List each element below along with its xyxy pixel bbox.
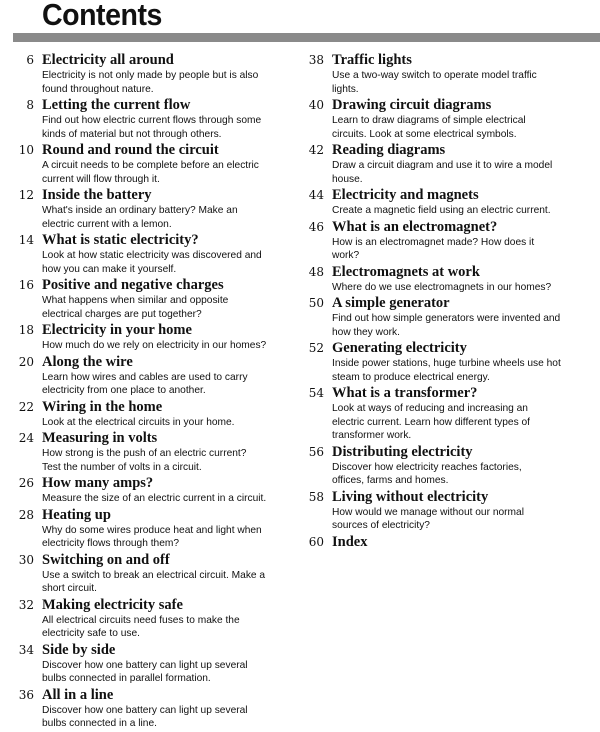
- entry-description: short circuit.: [42, 583, 97, 594]
- entry-description: Find out how simple generators were invented and: [332, 313, 561, 324]
- entry-description: electricity safe to use.: [42, 628, 140, 639]
- entry-description: Inside power stations, huge turbine wheels use hot: [332, 358, 561, 369]
- entry-description: What's inside an ordinary battery? Make an: [42, 205, 238, 216]
- entry-description: steam to produce electrical energy.: [332, 371, 490, 383]
- entry-description: Find out how electric current flows through some: [42, 115, 262, 126]
- entry-description: How would we manage without our normal: [332, 506, 524, 518]
- page-number: 8: [26, 98, 34, 112]
- toc-entry[interactable]: [290, 295, 600, 339]
- entry-description: How much do we rely on electricity in our homes?: [42, 340, 267, 351]
- page-number: 12: [18, 188, 34, 202]
- toc-entry[interactable]: [0, 142, 300, 186]
- entry-description: electric current with a lemon.: [42, 218, 172, 230]
- entry-description: Create a magnetic field using an electric current.: [332, 205, 551, 216]
- page-number: 22: [18, 399, 34, 414]
- toc-entry[interactable]: [0, 354, 300, 398]
- entry-description: bulbs connected in a line.: [42, 718, 157, 729]
- entry-title: Letting the current flow: [42, 97, 191, 113]
- page-number: 24: [18, 431, 34, 445]
- toc-entry[interactable]: [290, 385, 600, 443]
- entry-description: kinds of material but not through others.: [42, 128, 222, 140]
- entry-title: Heating up: [42, 506, 111, 523]
- entry-description: Measure the size of an electric current in a circuit.: [42, 493, 267, 504]
- page-number: 6: [26, 53, 34, 67]
- entry-description: Electricity is not only made by people but is also: [42, 70, 259, 81]
- entry-description: work?: [332, 250, 360, 261]
- entry-title: Traffic lights: [332, 52, 412, 68]
- toc-entry[interactable]: [0, 399, 300, 430]
- entry-title: All in a line: [42, 686, 114, 703]
- entry-description: Learn to draw diagrams of simple electrical: [332, 115, 526, 126]
- entry-description: Discover how one battery can light up several: [42, 704, 248, 716]
- entry-description: Learn how wires and cables are used to carry: [42, 371, 248, 383]
- toc-entry[interactable]: [290, 340, 600, 384]
- page-number: 30: [18, 552, 34, 567]
- page-number: 14: [18, 233, 34, 247]
- entry-description: Use a switch to break an electrical circuit. Make a: [42, 569, 266, 581]
- entry-title: Distributing electricity: [332, 443, 473, 460]
- toc-entry[interactable]: [290, 264, 600, 295]
- page-number: 38: [308, 53, 324, 67]
- entry-description: electricity from one place to another.: [42, 385, 206, 396]
- page-number: 48: [308, 264, 324, 279]
- page-number: 60: [308, 534, 324, 549]
- entry-description: Use a two-way switch to operate model traffic: [332, 70, 537, 81]
- toc-entry[interactable]: [0, 232, 300, 276]
- entry-description: Look at how static electricity was discovered and: [42, 250, 262, 261]
- entry-title: Living without electricity: [332, 488, 489, 505]
- entry-title: A simple generator: [332, 295, 450, 311]
- page-number: 32: [18, 597, 34, 612]
- entry-description: electricity flows through them?: [42, 538, 180, 549]
- page-number: 28: [18, 507, 34, 522]
- page-number: 54: [308, 386, 324, 400]
- entry-title: Making electricity safe: [42, 596, 183, 613]
- entry-description: Draw a circuit diagram and use it to wire a model: [332, 160, 553, 171]
- entry-description: how you can make it yourself.: [42, 263, 177, 275]
- entry-title: Measuring in volts: [42, 430, 158, 446]
- entry-description: sources of electricity?: [332, 520, 430, 531]
- toc-entry[interactable]: [290, 534, 600, 551]
- entry-description: current will flow through it.: [42, 173, 160, 185]
- entry-description: Look at the electrical circuits in your home.: [42, 416, 235, 428]
- page-number: 46: [308, 219, 324, 234]
- entry-title: Drawing circuit diagrams: [332, 97, 492, 113]
- toc-entry[interactable]: [290, 97, 600, 141]
- entry-description: How is an electromagnet made? How does it: [332, 236, 535, 248]
- toc-entry[interactable]: [290, 142, 600, 186]
- entry-title: Index: [332, 533, 368, 550]
- toc-entry[interactable]: [0, 642, 300, 686]
- page-number: 36: [18, 687, 34, 702]
- page-number: 56: [308, 444, 324, 459]
- entry-title: How many amps?: [42, 475, 154, 491]
- page-number: 58: [308, 489, 324, 504]
- toc-entry[interactable]: [290, 489, 600, 533]
- entry-title: Electricity all around: [42, 52, 174, 68]
- title-divider-bar: [13, 33, 600, 42]
- toc-entry[interactable]: [290, 52, 600, 96]
- toc-entry[interactable]: [0, 97, 300, 141]
- contents-column-right: [290, 52, 600, 552]
- page-number: 52: [308, 341, 324, 355]
- toc-entry[interactable]: [0, 430, 300, 474]
- page-number: 50: [308, 296, 324, 310]
- toc-entry[interactable]: [0, 322, 300, 353]
- entry-title: Electromagnets at work: [332, 263, 480, 280]
- page-number: 26: [18, 476, 34, 490]
- entry-title: Wiring in the home: [42, 398, 163, 415]
- entry-description: A circuit needs to be complete before an electric: [42, 160, 259, 171]
- toc-entry[interactable]: [290, 444, 600, 488]
- entry-title: Along the wire: [42, 353, 133, 370]
- toc-entry[interactable]: [290, 187, 600, 218]
- entry-description: Discover how one battery can light up several: [42, 659, 248, 671]
- entry-description: transformer work.: [332, 430, 412, 441]
- entry-title: Switching on and off: [42, 551, 170, 568]
- entry-title: Reading diagrams: [332, 142, 446, 158]
- entry-description: Discover how electricity reaches factories,: [332, 461, 522, 473]
- toc-entry[interactable]: [0, 507, 300, 551]
- page-number: 40: [308, 98, 324, 112]
- contents-column-left: [0, 52, 300, 732]
- entry-title: Round and round the circuit: [42, 142, 219, 158]
- entry-description: How strong is the push of an electric current?: [42, 448, 247, 459]
- entry-title: What is a transformer?: [332, 385, 478, 401]
- toc-entry[interactable]: [0, 52, 300, 96]
- entry-description: All electrical circuits need fuses to make the: [42, 614, 240, 626]
- page-number: 42: [308, 143, 324, 157]
- page-number: 16: [18, 278, 34, 292]
- page-title: Contents: [42, 0, 162, 32]
- entry-description: Why do some wires produce heat and light when: [42, 524, 262, 536]
- page-number: 20: [18, 354, 34, 369]
- entry-description: electric current. Learn how different types of: [332, 416, 531, 428]
- toc-entry[interactable]: [0, 187, 300, 231]
- entry-title: Generating electricity: [332, 340, 467, 356]
- page-number: 10: [18, 143, 34, 157]
- entry-title: Side by side: [42, 641, 116, 658]
- entry-title: Electricity and magnets: [332, 187, 479, 203]
- entry-title: What is static electricity?: [42, 232, 199, 248]
- toc-entry[interactable]: [0, 475, 300, 506]
- entry-description: bulbs connected in parallel formation.: [42, 673, 211, 684]
- entry-title: What is an electromagnet?: [332, 218, 498, 235]
- entry-description: lights.: [332, 83, 359, 95]
- entry-title: Positive and negative charges: [42, 277, 224, 293]
- entry-description: electrical charges are put together?: [42, 308, 202, 320]
- entry-description: Test the number of volts in a circuit.: [42, 461, 202, 473]
- page-number: 18: [18, 323, 34, 337]
- entry-description: What happens when similar and opposite: [42, 295, 229, 306]
- entry-description: offices, farms and homes.: [332, 475, 449, 486]
- toc-entry[interactable]: [0, 597, 300, 641]
- entry-description: how they work.: [332, 326, 400, 338]
- entry-description: house.: [332, 173, 363, 185]
- page-number: 34: [18, 642, 34, 657]
- entry-title: Inside the battery: [42, 187, 152, 203]
- toc-entry[interactable]: [0, 277, 300, 321]
- toc-entry[interactable]: [0, 552, 300, 596]
- page-number: 44: [308, 188, 324, 202]
- entry-description: Where do we use electromagnets in our homes?: [332, 281, 552, 293]
- entry-description: Look at ways of reducing and increasing an: [332, 403, 528, 414]
- entry-description: circuits. Look at some electrical symbols.: [332, 128, 517, 140]
- entry-description: found throughout nature.: [42, 83, 154, 95]
- toc-entry[interactable]: [290, 219, 600, 263]
- entry-title: Electricity in your home: [42, 322, 192, 338]
- toc-entry[interactable]: [0, 687, 300, 731]
